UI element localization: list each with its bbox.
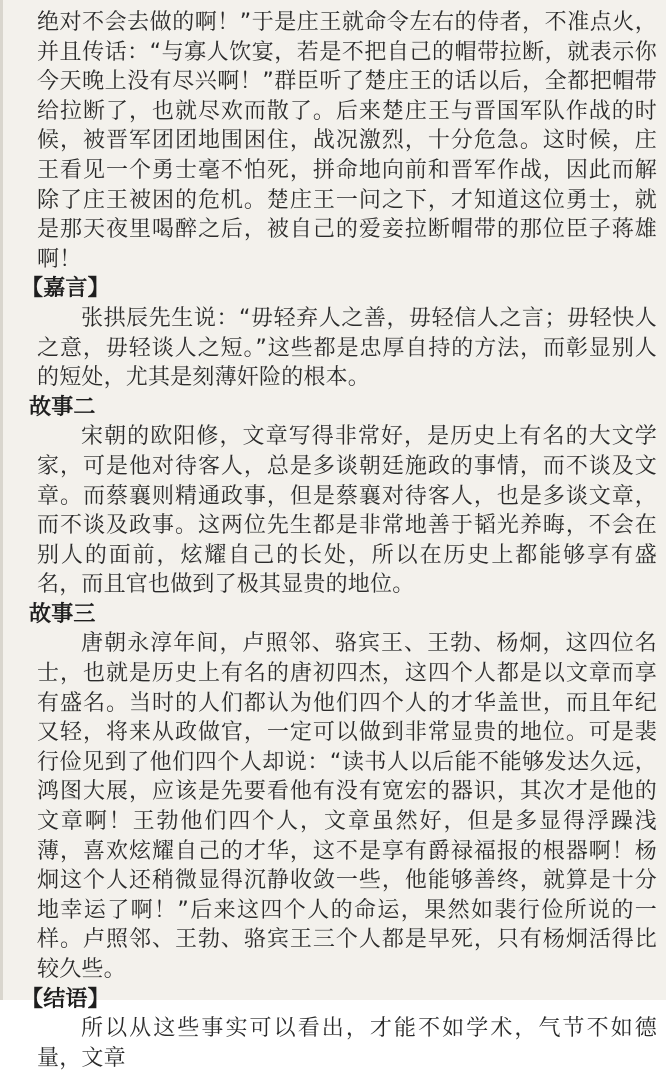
jiayan-paragraph: 张拱辰先生说：“毋轻弃人之善，毋轻信人之言；毋轻快人之意，毋轻谈人之短。”这些都是忠厚自持的方法，而彰显别人的短处，尤其是刻薄奸险的根本。: [37, 305, 657, 391]
story2-paragraph: 宋朝的欧阳修，文章写得非常好，是历史上有名的大文学家，可是他对待客人，总是多谈朝廷施政的事情，而不谈及文章。而蔡襄则精通政事，但是蔡襄对待客人，也是多谈文章，而不谈及政事。这两位先生都是非常地善于韬光养晦，不会在别人的面前，炫耀自己的长处，所以在历史上都能够享有盛名，而且官也做到了极其显贵的地位。: [37, 424, 657, 598]
story2-heading: 故事二: [29, 394, 96, 420]
page-content: [21, 8, 657, 1073]
story1-continuation-paragraph: 绝对不会去做的啊！”于是庄王就命令左右的侍者，不准点火，并且传话：“与寡人饮宴，若是不把自己的帽带拉断，就表示你今天晚上没有尽兴啊！”群臣听了楚庄王的话以后，全都把帽带给拉断了，也就尽欢而散了。后来楚庄王与晋国军队作战的时候，被晋军团团地围困住，战况激烈，十分危急。这时候，庄王看见一个勇士毫不怕死，拼命地向前和晋军作战，因此而解除了庄王被困的危机。楚庄王一问之下，才知道这位勇士，就是那天夜里喝醉之后，被自己的爱妾拉断帽带的那位臣子蒋雄啊！: [37, 10, 657, 272]
story3-heading: 故事三: [29, 601, 96, 627]
jiayan-heading: 【嘉言】: [21, 276, 110, 302]
jieyu-heading: 【结语】: [21, 986, 110, 1012]
story3-paragraph: 唐朝永淳年间，卢照邻、骆宾王、王勃、杨炯，这四位名士，也就是历史上有名的唐初四杰，这四个人都是以文章而享有盛名。当时的人们都认为他们四个人的才华盖世，而且年纪又轻，将来从政做官，一定可以做到非常显贵的地位。可是裴行俭见到了他们四个人却说：“读书人以后能不能够发达久远，鸿图大展，应该是先要看他有没有宽宏的器识，其次才是他的文章啊！王勃他们四个人，文章虽然好，但是多显得浮躁浅薄，喜欢炫耀自己的才华，这不是享有爵禄福报的根器啊！杨炯这个人还稍微显得沉静收敛一些，他能够善终，就算是十分地幸运了啊！”后来这四个人的命运，果然如裴行俭所说的一样。卢照邻、王勃、骆宾王三个人都是早死，只有杨炯活得比较久些。: [37, 631, 657, 982]
jieyu-paragraph: 所以从这些事实可以看出，才能不如学术，气节不如德量，文章: [37, 1016, 657, 1071]
